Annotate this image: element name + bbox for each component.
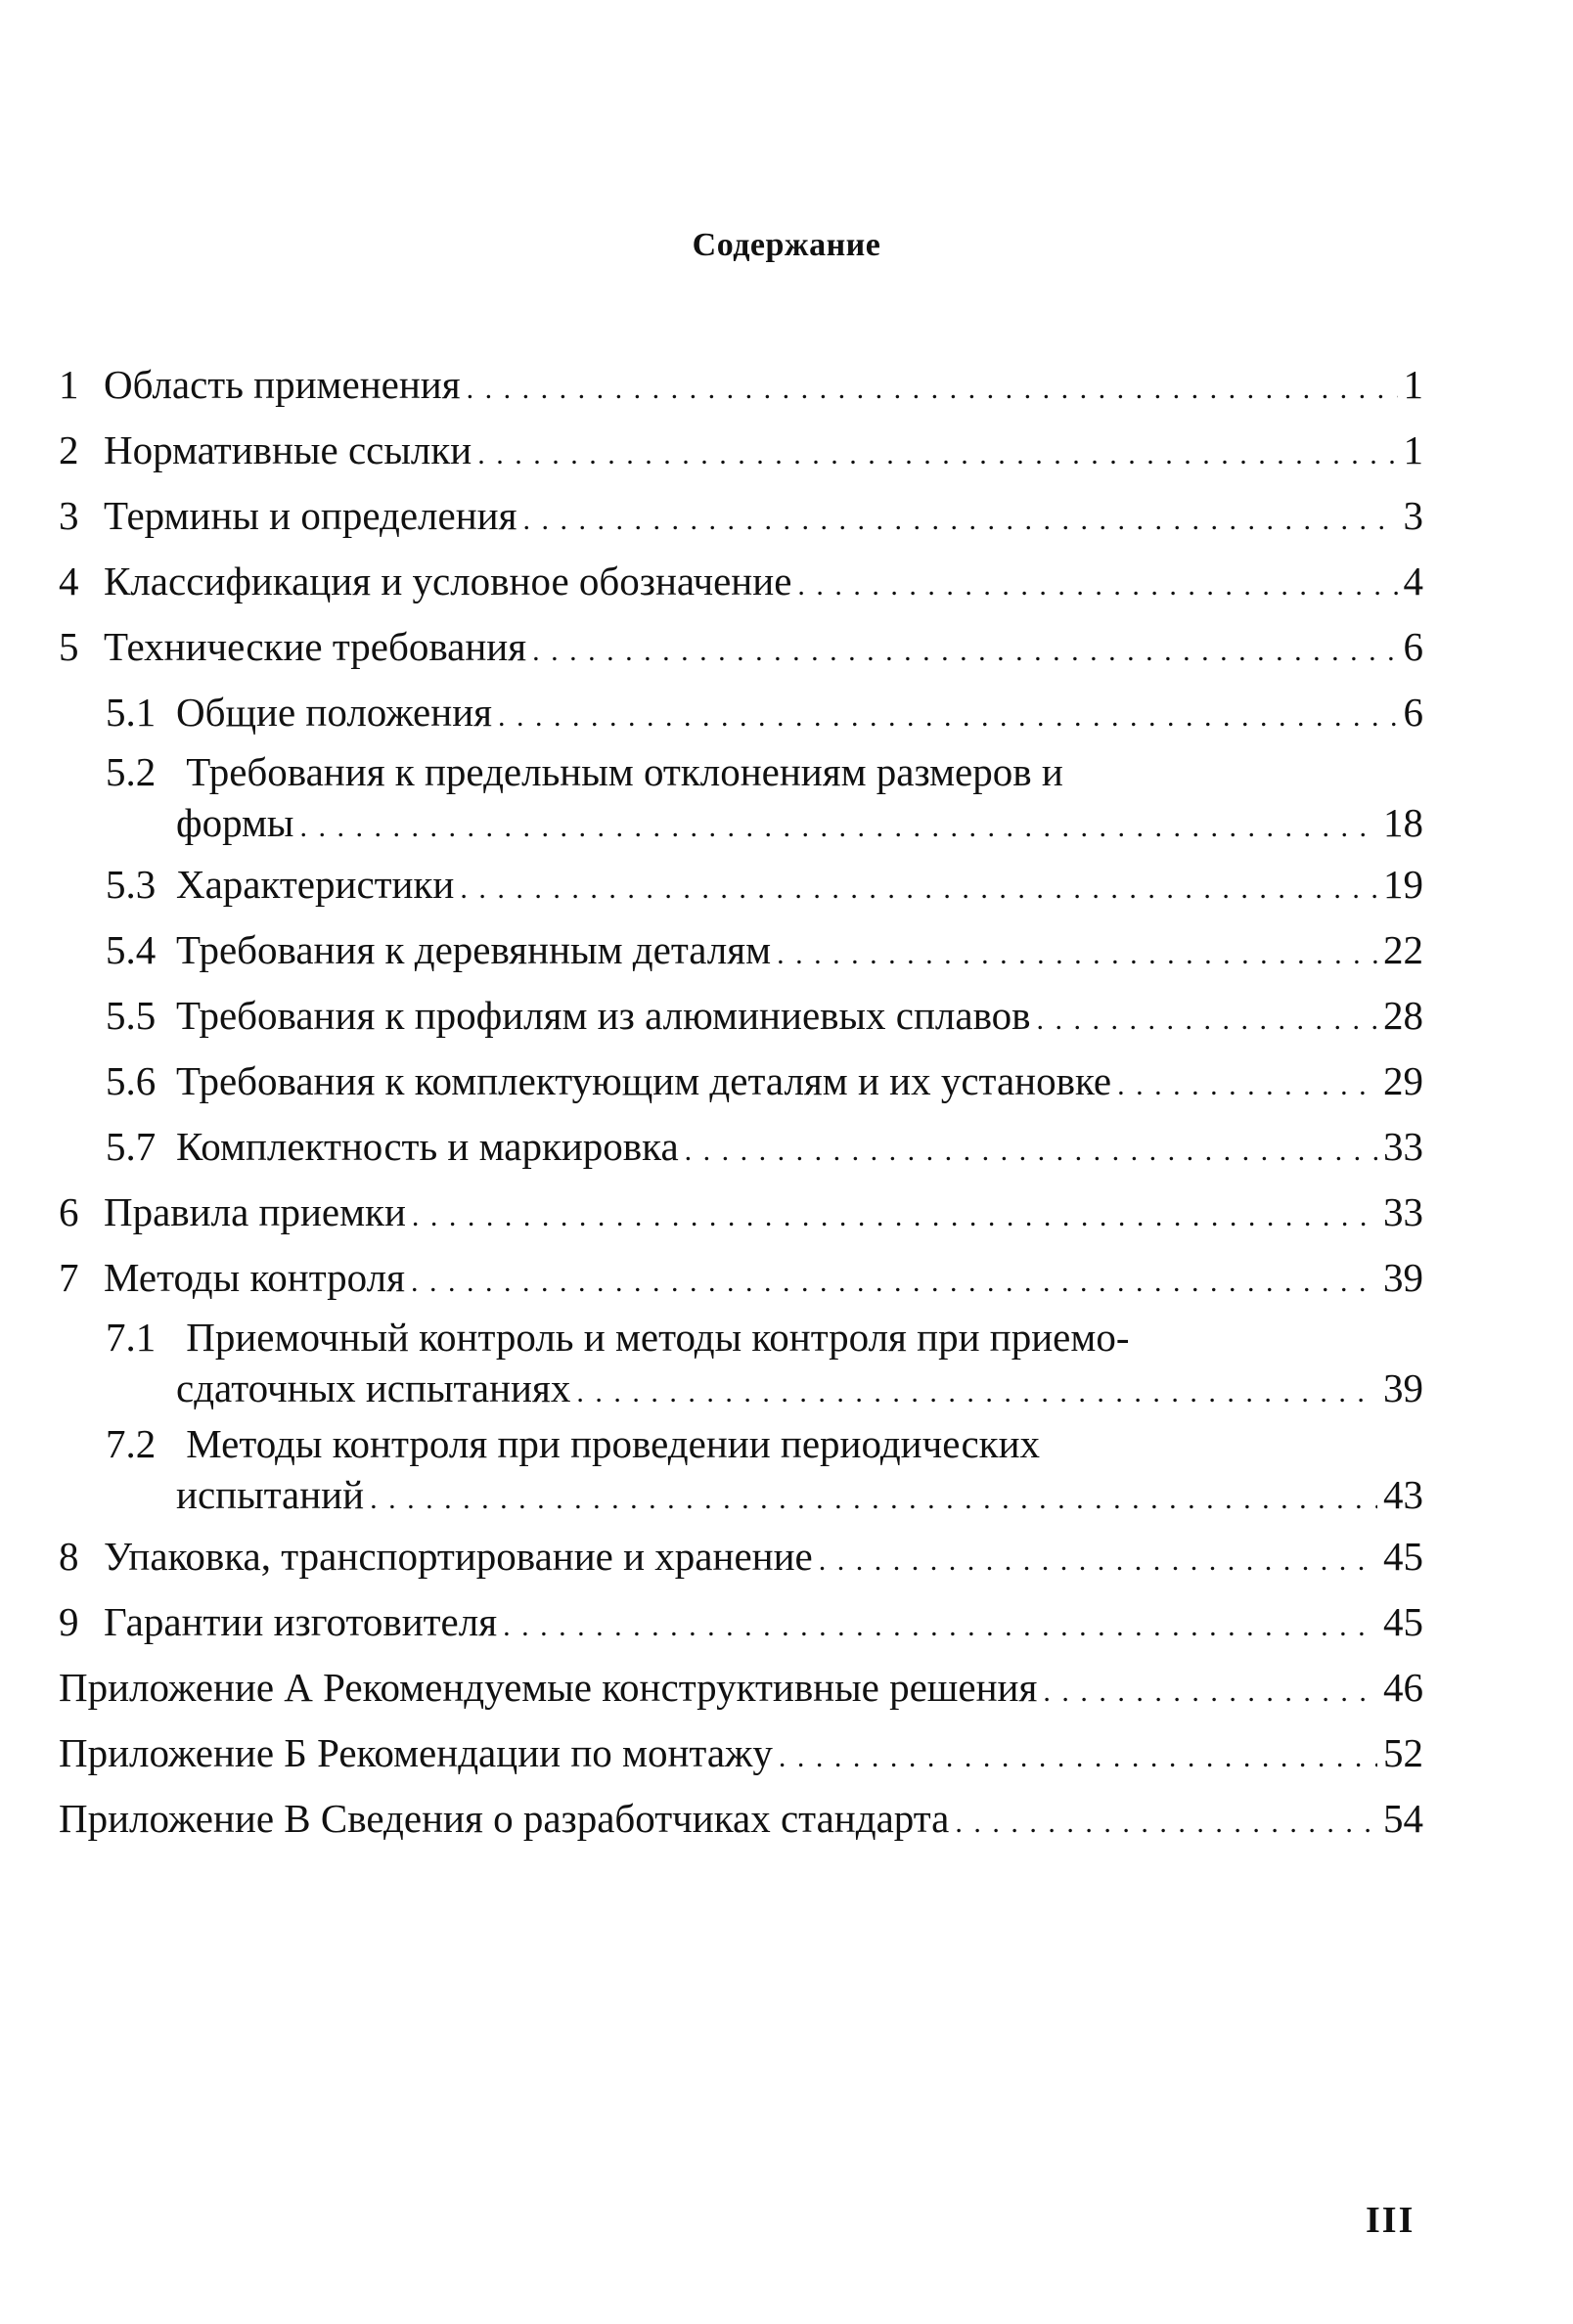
dot-leader xyxy=(412,1186,1377,1247)
entry-number: 5.7 xyxy=(106,1124,157,1169)
entry-continuation xyxy=(59,1468,1423,1526)
dot-leader xyxy=(532,621,1397,682)
entry-label: Гарантии изготовителя xyxy=(104,1599,498,1644)
entry-page: 1 xyxy=(1403,362,1423,407)
entry-label-line2: сдаточных испытаниях xyxy=(176,1365,571,1410)
entry-page: 33 xyxy=(1383,1124,1423,1169)
entry-page: 29 xyxy=(1383,1058,1423,1103)
entry-label: Технические требования xyxy=(104,624,527,669)
entry-number: 8 xyxy=(59,1534,79,1579)
entry-page: 28 xyxy=(1383,993,1423,1038)
entry-label: Требования к профилям из алюминиевых сплавов xyxy=(176,993,1031,1038)
entry-page: 4 xyxy=(1403,559,1423,603)
entry-label: Характеристики xyxy=(176,862,455,907)
toc-entry[interactable] xyxy=(59,1182,1423,1247)
toc-subentry[interactable] xyxy=(59,854,1423,919)
entry-first-line xyxy=(59,1313,1423,1362)
toc-subentry[interactable] xyxy=(59,919,1423,985)
dot-leader xyxy=(576,1366,1377,1419)
entry-page: 39 xyxy=(1383,1365,1423,1410)
entry-number: 5.3 xyxy=(106,862,157,907)
toc-subentry-multiline[interactable] xyxy=(59,1313,1423,1419)
entry-number: 7.1 xyxy=(106,1315,157,1360)
entry-label: Общие положения xyxy=(176,690,492,735)
toc-entry[interactable] xyxy=(59,616,1423,682)
entry-continuation xyxy=(59,796,1423,854)
entry-label-line2: испытаний xyxy=(176,1472,365,1517)
entry-label: Правила приемки xyxy=(104,1189,406,1234)
dot-leader xyxy=(685,1121,1377,1182)
entry-page: 46 xyxy=(1383,1665,1423,1710)
toc-entry[interactable] xyxy=(59,485,1423,551)
toc-subentry[interactable] xyxy=(59,1116,1423,1182)
table-of-contents xyxy=(59,354,1423,1854)
dot-leader xyxy=(477,425,1397,485)
entry-number: 5 xyxy=(59,624,79,669)
entry-page: 45 xyxy=(1383,1534,1423,1579)
toc-entry[interactable] xyxy=(59,1247,1423,1313)
toc-appendix-entry[interactable] xyxy=(59,1722,1423,1788)
dot-leader xyxy=(460,859,1377,919)
dot-leader xyxy=(1117,1055,1377,1116)
dot-leader xyxy=(522,490,1397,551)
entry-label: Классификация и условное обозначение xyxy=(104,559,792,603)
entry-label: Упаковка, транспортирование и хранение xyxy=(104,1534,813,1579)
entry-number: 2 xyxy=(59,427,79,472)
entry-page: 54 xyxy=(1383,1796,1423,1841)
entry-label: Комплектность и маркировка xyxy=(176,1124,679,1169)
entry-number: 5.2 xyxy=(106,749,157,794)
toc-title: Содержание xyxy=(692,227,881,263)
dot-leader xyxy=(779,1727,1377,1788)
entry-label-line1: Методы контроля при проведении периодических xyxy=(186,1421,1041,1466)
toc-entry[interactable] xyxy=(59,1591,1423,1657)
entry-label: Приложение А Рекомендуемые конструктивные решения xyxy=(59,1665,1038,1710)
entry-number: 4 xyxy=(59,559,79,603)
entry-first-line xyxy=(59,1419,1423,1468)
entry-page: 3 xyxy=(1403,493,1423,538)
toc-subentry[interactable] xyxy=(59,985,1423,1050)
dot-leader xyxy=(503,1596,1377,1657)
dot-leader xyxy=(955,1793,1377,1854)
entry-label: Приложение Б Рекомендации по монтажу xyxy=(59,1730,773,1775)
entry-number: 5.6 xyxy=(106,1058,157,1103)
toc-entry[interactable] xyxy=(59,551,1423,616)
dot-leader xyxy=(797,556,1397,616)
entry-page: 33 xyxy=(1383,1189,1423,1234)
dot-leader xyxy=(777,924,1377,985)
entry-number: 7.2 xyxy=(106,1421,157,1466)
toc-appendix-entry[interactable] xyxy=(59,1788,1423,1854)
entry-label: Термины и определения xyxy=(104,493,517,538)
toc-subentry-multiline[interactable] xyxy=(59,747,1423,854)
dot-leader xyxy=(1043,1662,1377,1722)
entry-label: Требования к деревянным деталям xyxy=(176,927,772,972)
entry-number: 5.1 xyxy=(106,690,157,735)
entry-continuation xyxy=(59,1362,1423,1419)
dot-leader xyxy=(498,687,1398,747)
entry-page: 22 xyxy=(1383,927,1423,972)
entry-page: 39 xyxy=(1383,1255,1423,1300)
entry-number: 5.5 xyxy=(106,993,157,1038)
entry-label: Методы контроля xyxy=(104,1255,405,1300)
entry-label: Нормативные ссылки xyxy=(104,427,472,472)
entry-label-line1: Приемочный контроль и методы контроля при приемо- xyxy=(186,1315,1130,1360)
entry-number: 1 xyxy=(59,362,79,407)
entry-number: 5.4 xyxy=(106,927,157,972)
entry-page: 6 xyxy=(1403,690,1423,735)
entry-number: 7 xyxy=(59,1255,79,1300)
toc-subentry[interactable] xyxy=(59,1050,1423,1116)
toc-appendix-entry[interactable] xyxy=(59,1657,1423,1722)
entry-number: 3 xyxy=(59,493,79,538)
entry-number: 6 xyxy=(59,1189,79,1234)
page-number: III xyxy=(1366,2200,1416,2241)
entry-label-line1: Требования к предельным отклонениям размеров и xyxy=(186,749,1063,794)
entry-page: 45 xyxy=(1383,1599,1423,1644)
dot-leader xyxy=(819,1531,1377,1591)
entry-page: 18 xyxy=(1383,800,1423,845)
entry-page: 52 xyxy=(1383,1730,1423,1775)
entry-page: 1 xyxy=(1403,427,1423,472)
entry-page: 43 xyxy=(1383,1472,1423,1517)
entry-label: Приложение В Сведения о разработчиках стандарта xyxy=(59,1796,950,1841)
toc-subentry-multiline[interactable] xyxy=(59,1419,1423,1526)
entry-number: 9 xyxy=(59,1599,79,1644)
entry-label-line2: формы xyxy=(176,800,294,845)
toc-subentry[interactable] xyxy=(59,682,1423,747)
toc-entry[interactable] xyxy=(59,354,1423,420)
dot-leader xyxy=(370,1473,1377,1526)
entry-page: 19 xyxy=(1383,862,1423,907)
toc-entry[interactable] xyxy=(59,1526,1423,1591)
dot-leader xyxy=(299,801,1377,854)
toc-entry[interactable] xyxy=(59,420,1423,485)
entry-first-line xyxy=(59,747,1423,796)
dot-leader xyxy=(1037,990,1377,1050)
dot-leader xyxy=(411,1252,1377,1313)
entry-page: 6 xyxy=(1403,624,1423,669)
entry-label: Требования к комплектующим деталям и их установке xyxy=(176,1058,1112,1103)
dot-leader xyxy=(467,359,1398,420)
entry-label: Область применения xyxy=(104,362,461,407)
